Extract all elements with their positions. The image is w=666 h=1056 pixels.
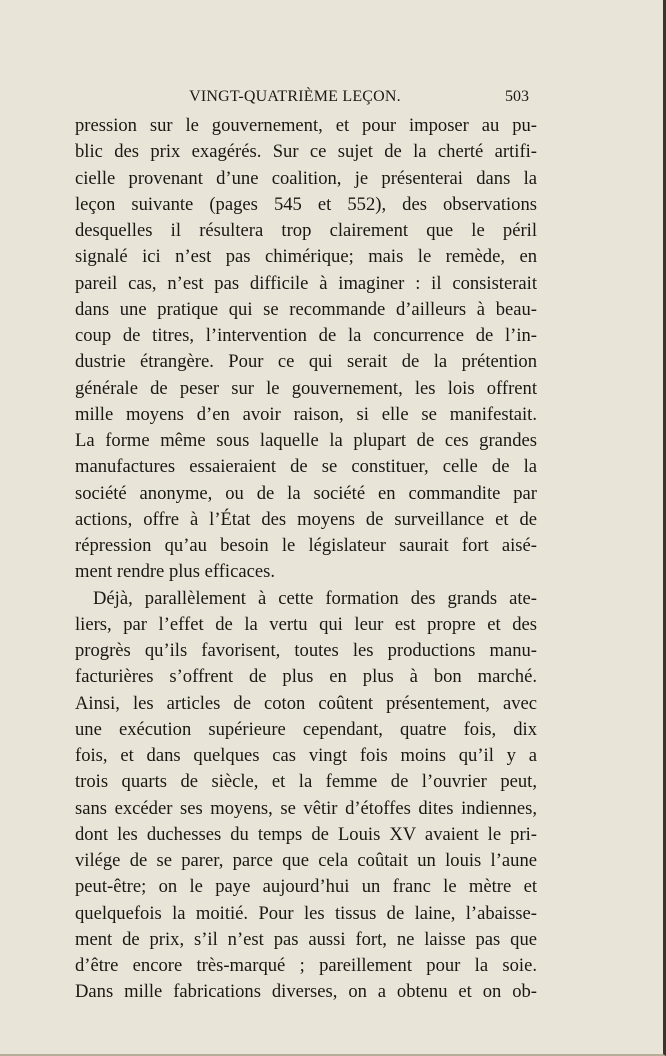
running-title: VINGT-QUATRIÈME LEÇON. bbox=[189, 88, 401, 105]
text-line: répression qu’au besoin le législateur saurait fort aisé- bbox=[75, 535, 537, 556]
text-line: vilége de se parer, parce que cela coûtait un louis l’aune bbox=[75, 850, 537, 871]
text-line: cielle provenant d’une coalition, je présenterai dans la bbox=[75, 167, 537, 189]
text-line: quelquefois la moitié. Pour les tissus de laine, l’abaisse- bbox=[75, 902, 537, 924]
text-line: signalé ici n’est pas chimérique; mais le remède, en bbox=[75, 246, 537, 268]
page-number: 503 bbox=[505, 88, 529, 105]
text-line: une exécution supérieure cependant, quatre fois, dix bbox=[75, 718, 537, 740]
text-line: dans une pratique qui se recommande d’ailleurs à beau- bbox=[75, 298, 537, 320]
text-line: actions, offre à l’État des moyens de surveillance et de bbox=[75, 508, 537, 530]
text-line: pareil cas, n’est pas difficile à imaginer : il consisterait bbox=[75, 272, 537, 294]
text-line: dont les duchesses du temps de Louis XV avaient le pri- bbox=[75, 823, 537, 845]
text-line: blic des prix exagérés. Sur ce sujet de la cherté artifi- bbox=[75, 141, 537, 163]
text-line: Ainsi, les articles de coton coûtent présentement, avec bbox=[75, 692, 537, 714]
text-line: desquelles il résultera trop clairement que le péril bbox=[75, 220, 537, 241]
text-line: peut-être; on le paye aujourd’hui un franc le mètre et bbox=[75, 876, 537, 898]
page-header bbox=[75, 88, 537, 112]
text-line: liers, par l’effet de la vertu qui leur est propre et des bbox=[75, 613, 537, 635]
text-line: ment de prix, s’il n’est pas aussi fort, ne laisse pas que bbox=[75, 928, 537, 950]
text-line: pression sur le gouvernement, et pour imposer au pu- bbox=[75, 115, 537, 136]
text-line: trois quarts de siècle, et la femme de l’ouvrier peut, bbox=[75, 771, 537, 793]
text-line: La forme même sous laquelle la plupart de ces grandes bbox=[75, 430, 537, 451]
paragraph-first-line: Déjà, parallèlement à cette formation des grands ate- bbox=[93, 587, 537, 609]
text-line: société anonyme, ou de la société en commandite par bbox=[75, 482, 537, 504]
text-line: dustrie étrangère. Pour ce qui serait de la prétention bbox=[75, 351, 537, 373]
text-line: mille moyens d’en avoir raison, si elle se manifestait. bbox=[75, 403, 537, 425]
text-line: coup de titres, l’intervention de la concurrence de l’in- bbox=[75, 325, 537, 346]
text-line: générale de peser sur le gouvernement, les lois offrent bbox=[75, 377, 537, 399]
text-line: fois, et dans quelques cas vingt fois moins qu’il y a bbox=[75, 745, 537, 766]
text-line: Dans mille fabrications diverses, on a obtenu et on ob- bbox=[75, 981, 537, 1003]
text-line: manufactures essaieraient de se constituer, celle de la bbox=[75, 456, 537, 478]
body-text bbox=[75, 113, 537, 1006]
text-line: facturières s’offrent de plus en plus à bon marché. bbox=[75, 666, 537, 688]
text-line: sans excéder ses moyens, se vêtir d’étoffes dites indiennes, bbox=[75, 797, 537, 819]
paragraph-last-line: ment rendre plus efficaces. bbox=[75, 561, 275, 583]
text-line: progrès qu’ils favorisent, toutes les productions manu- bbox=[75, 640, 537, 661]
text-line: d’être encore très-marqué ; pareillement pour la soie. bbox=[75, 955, 537, 976]
text-line: leçon suivante (pages 545 et 552), des observations bbox=[75, 193, 537, 215]
